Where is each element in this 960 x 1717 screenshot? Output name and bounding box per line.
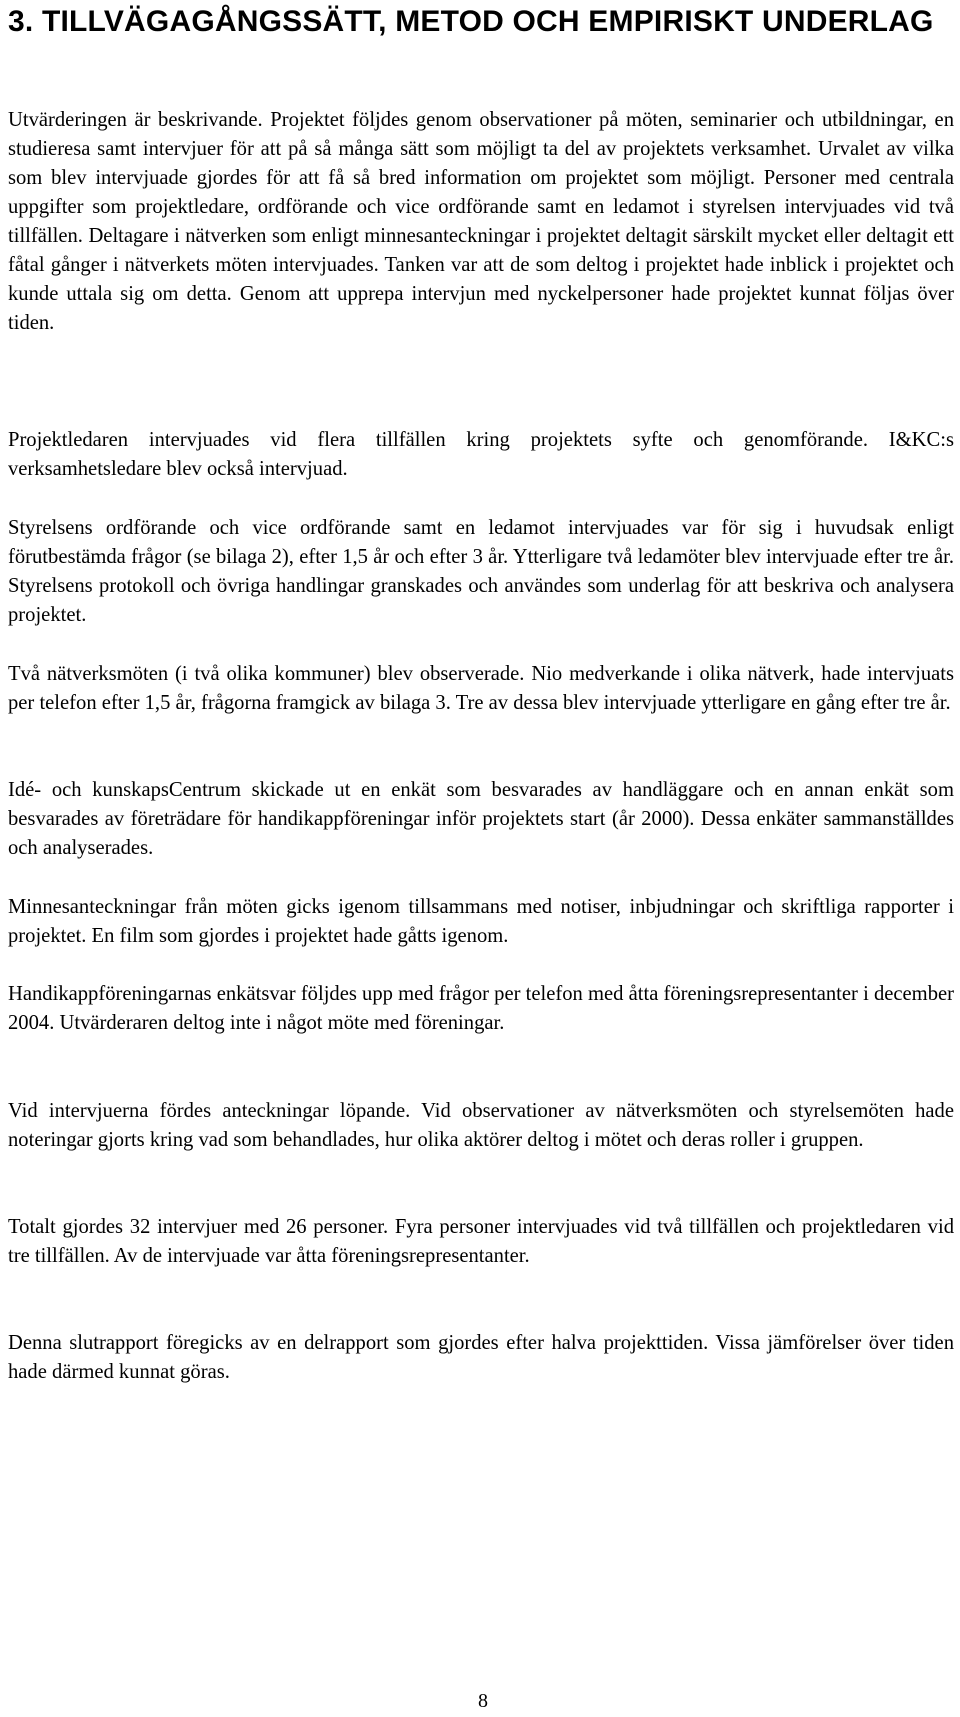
document-page (8, 0, 960, 1717)
paragraph-note-taking: Vid intervjuerna fördes anteckningar löpande. Vid observationer av nätverksmöten och styrelsemöten hade noteringar gjorts kring vad som behandlades, hur olika aktörer deltog i mötet och deras roller i gruppen. (8, 1100, 954, 1151)
paragraph-project-leader: Projektledaren intervjuades vid flera tillfällen kring projektets syfte och genomförande. I&KC:s verksamhetsledare blev också intervjuad. (8, 429, 954, 480)
paragraph-survey: Idé- och kunskapsCentrum skickade ut en enkät som besvarades av handläggare och en annan enkät som besvarades av företrädare för handikappföreningar inför projektets start (år 2000). Dessa enkäter sammanställdes och analyserades. (8, 779, 954, 859)
paragraph-board-interviews: Styrelsens ordförande och vice ordförande samt en ledamot intervjuades var för sig i huvudsak enligt förutbestämda frågor (se bilaga 2), efter 1,5 år och efter 3 år. Ytterligare två ledamöter blev intervjuade efter tre år. Styrelsens protokoll och övriga handlingar granskades och användes som underlag för att beskriva och analysera projektet. (8, 517, 954, 626)
paragraph-interim-report: Denna slutrapport föregicks av en delrapport som gjordes efter halva projekttiden. Vissa jämförelser över tiden hade därmed kunnat göras. (8, 1332, 954, 1383)
paragraph-network-meetings: Två nätverksmöten (i två olika kommuner) blev observerade. Nio medverkande i olika nätverk, hade intervjuats per telefon efter 1,5 år, frågorna framgick av bilaga 3. Tre av dessa blev intervjuade ytterligare en gång efter tre år. (8, 663, 954, 714)
paragraph-association-followup: Handikappföreningarnas enkätsvar följdes upp med frågor per telefon med åtta föreningsrepresentanter i december 2004. Utvärderaren deltog inte i något möte med föreningar. (8, 983, 954, 1034)
paragraph-meeting-notes: Minnesanteckningar från möten gicks igenom tillsammans med notiser, inbjudningar och skriftliga rapporter i projektet. En film som gjordes i projektet hade gåtts igenom. (8, 896, 954, 947)
section-heading: 3. TILLVÄGAGÅNGSSÄTT, METOD OCH EMPIRISKT UNDERLAG (8, 5, 934, 38)
paragraph-method-overview: Utvärderingen är beskrivande. Projektet följdes genom observationer på möten, seminarier och utbildningar, en studieresa samt intervjuer för att på så många sätt som möjligt ta del av projektets verksamhet. Urvalet av vilka som blev intervjuade gjordes för att få så bred information om projektet som möjligt. Personer med centrala uppgifter som projektledare, ordförande och vice ordförande samt en ledamot i styrelsen intervjuades vid två tillfällen. Deltagare i nätverken som enligt minnesanteckningar i projektet deltagit särskilt mycket eller deltagit ett fåtal gånger i nätverkets möten intervjuades. Tanken var att de som deltog i projektet hade inblick i projektet och kunde uttala sig om detta. Genom att upprepa intervjun med nyckelpersoner hade projektet kunnat följas över tiden. (8, 109, 954, 334)
page-number: 8 (478, 1690, 488, 1712)
paragraph-interview-totals: Totalt gjordes 32 intervjuer med 26 personer. Fyra personer intervjuades vid två tillfällen och projektledaren vid tre tillfällen. Av de intervjuade var åtta föreningsrepresentanter. (8, 1216, 954, 1267)
